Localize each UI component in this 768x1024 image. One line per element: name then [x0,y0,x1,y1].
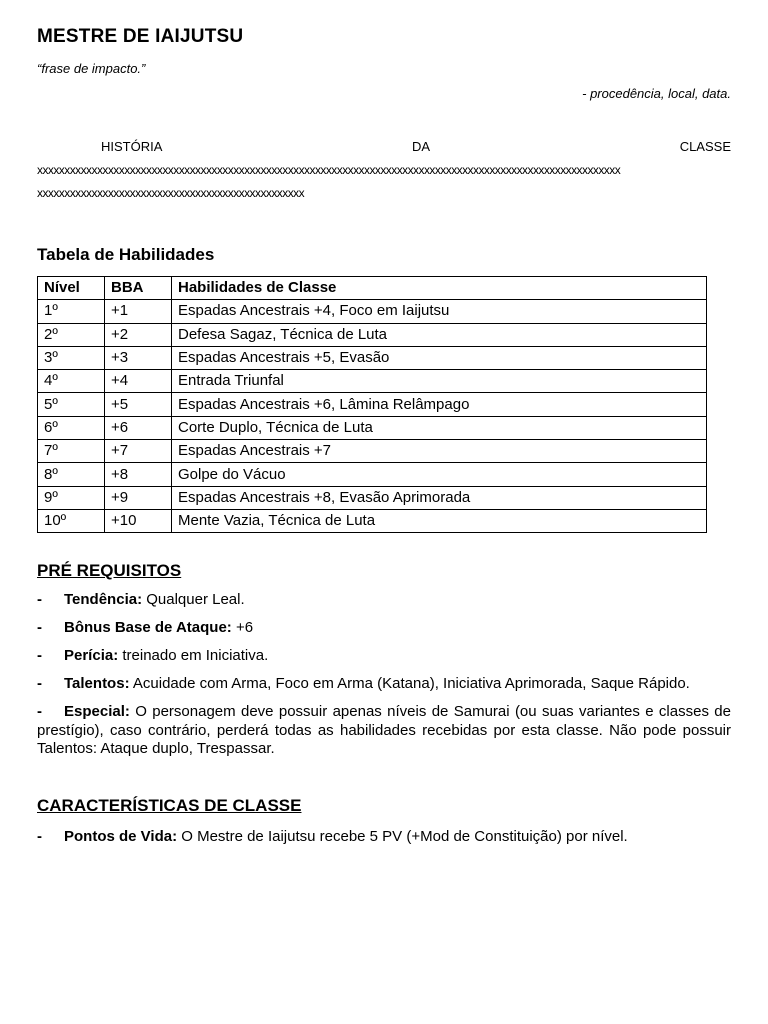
bba-cell: +1 [105,300,172,323]
table-row [38,346,707,369]
column-header-level: Nível [38,277,105,300]
list-dash: - [37,619,42,636]
impact-quote: “frase de impacto.” [37,61,146,76]
prerequisite-item [37,591,731,610]
prerequisite-text: O personagem deve possuir apenas níveis de Samurai (ou suas variantes e classes de prestígio), caso contrário, perderá todas as habilidades recebidas por esta classe. Não pode possuir Talentos: Ataque duplo, Trespassar. [37,703,731,757]
level-cell: 8º [38,463,105,486]
level-cell: 10º [38,509,105,532]
history-heading [37,139,731,154]
history-text-line: xxxxxxxxxxxxxxxxxxxxxxxxxxxxxxxxxxxxxxxxxxxxxxxxxxxxxxxxxxxxxxxxxxxxxxxxxxxxxxxxxxxxxxxxxxxxxxxxxxxxxxxxxxx [37,163,621,177]
column-header-abilities: Habilidades de Classe [172,277,707,300]
table-row [38,393,707,416]
level-cell: 7º [38,440,105,463]
level-cell: 9º [38,486,105,509]
feature-label: Pontos de Vida: [64,828,178,845]
prerequisite-label: Tendência: [64,591,143,608]
prerequisite-text: Qualquer Leal. [142,591,245,608]
prerequisite-label: Especial: [64,703,130,720]
level-cell: 4º [38,370,105,393]
bba-cell: +3 [105,346,172,369]
list-dash: - [37,828,42,845]
table-row [38,323,707,346]
bba-cell: +9 [105,486,172,509]
prerequisite-item [37,675,731,694]
prerequisite-item [37,647,731,666]
table-row [38,486,707,509]
class-features-heading: CARACTERÍSTICAS DE CLASSE [37,796,302,815]
level-cell: 6º [38,416,105,439]
bba-cell: +5 [105,393,172,416]
history-text-line: xxxxxxxxxxxxxxxxxxxxxxxxxxxxxxxxxxxxxxxxxxxxxxxxx [37,186,305,200]
list-dash: - [37,675,42,692]
table-row [38,509,707,532]
bba-cell: +7 [105,440,172,463]
abilities-cell: Defesa Sagaz, Técnica de Luta [172,323,707,346]
table-row [38,370,707,393]
prerequisite-text: treinado em Iniciativa. [118,647,269,664]
bba-cell: +6 [105,416,172,439]
prerequisites-heading: PRÉ REQUISITOS [37,561,182,580]
column-header-bba: BBA [105,277,172,300]
list-dash: - [37,591,42,608]
skills-table-title: Tabela de Habilidades [37,245,215,264]
history-heading-word: DA [412,139,431,154]
abilities-cell: Entrada Triunfal [172,370,707,393]
table-row [38,300,707,323]
abilities-cell: Mente Vazia, Técnica de Luta [172,509,707,532]
bba-cell: +2 [105,323,172,346]
table-row [38,463,707,486]
feature-item [37,828,731,847]
level-cell: 5º [38,393,105,416]
abilities-cell: Espadas Ancestrais +7 [172,440,707,463]
abilities-cell: Corte Duplo, Técnica de Luta [172,416,707,439]
list-dash: - [37,703,42,720]
quote-source: - procedência, local, data. [582,86,731,101]
table-row [38,440,707,463]
abilities-cell: Golpe do Vácuo [172,463,707,486]
bba-cell: +10 [105,509,172,532]
prerequisite-item [37,619,731,638]
prerequisite-text: +6 [231,619,254,636]
level-cell: 1º [38,300,105,323]
feature-text: O Mestre de Iaijutsu recebe 5 PV (+Mod de Constituição) por nível. [177,828,628,845]
level-cell: 2º [38,323,105,346]
prerequisite-label: Perícia: [64,647,119,664]
abilities-cell: Espadas Ancestrais +6, Lâmina Relâmpago [172,393,707,416]
history-heading-word: CLASSE [679,139,731,154]
document-title: MESTRE DE IAIJUTSU [37,26,244,47]
prerequisite-label: Talentos: [64,675,130,692]
bba-cell: +4 [105,370,172,393]
list-dash: - [37,647,42,664]
skills-table [37,276,707,533]
table-header-row [38,277,707,300]
bba-cell: +8 [105,463,172,486]
table-row [38,416,707,439]
abilities-cell: Espadas Ancestrais +4, Foco em Iaijutsu [172,300,707,323]
history-heading-word: HISTÓRIA [101,139,163,154]
prerequisite-text: Acuidade com Arma, Foco em Arma (Katana), Iniciativa Aprimorada, Saque Rápido. [129,675,690,692]
prerequisite-item [37,703,731,759]
level-cell: 3º [38,346,105,369]
prerequisite-label: Bônus Base de Ataque: [64,619,232,636]
abilities-cell: Espadas Ancestrais +8, Evasão Aprimorada [172,486,707,509]
abilities-cell: Espadas Ancestrais +5, Evasão [172,346,707,369]
